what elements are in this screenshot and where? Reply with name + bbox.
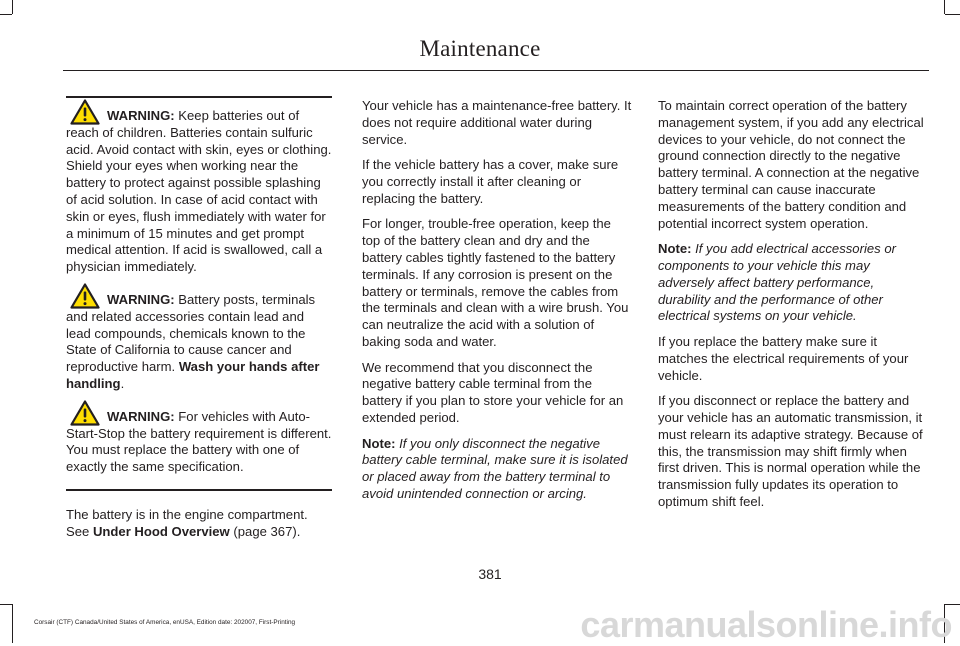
paragraph: We recommend that you disconnect the negative battery cable terminal from the battery if you plan to store your vehicle for an extended period. <box>362 359 624 425</box>
warning-triangle-icon <box>70 400 100 426</box>
crop-mark <box>12 604 13 643</box>
paragraph: If you disconnect or replace the battery and your vehicle has an automatic transmission, it must relearn its adaptive strategy. Because of this, the transmission may shift firmly when first driven. This is normal operation while the transmission fully updates its operation to optimum shift feel. <box>658 393 923 509</box>
page-title: Maintenance <box>419 36 541 61</box>
footer-edition-info: Corsair (CTF) Canada/United States of America, enUSA, Edition date: 202007, First-Printing <box>34 619 296 626</box>
battery-location-paragraph <box>66 507 332 541</box>
page-number: 381 <box>478 566 502 582</box>
paragraph: If the vehicle battery has a cover, make sure you correctly install it after cleaning or replacing the battery. <box>362 157 619 206</box>
crop-mark <box>0 604 12 605</box>
note-paragraph <box>362 436 632 503</box>
warning-block <box>66 108 332 276</box>
warning-text <box>66 108 332 276</box>
header-rule <box>63 70 929 71</box>
warnings-box <box>66 96 332 491</box>
paragraph: To maintain correct operation of the battery management system, if you add any electrical devices to your vehicle, do not connect the ground connection directly to the negative battery terminal. A connection at the negative battery terminal can cause inaccurate measurements of the battery condition and potential incorrect system operation. <box>658 98 924 231</box>
warning-block <box>66 292 332 393</box>
warning-triangle-icon <box>70 283 100 309</box>
warning-bold-tail: Wash your hands after handling <box>66 359 320 391</box>
warning-triangle-icon <box>70 99 100 125</box>
crop-mark <box>945 14 960 15</box>
page-reference: (page 367). <box>233 523 301 539</box>
crop-mark <box>944 0 945 14</box>
warning-label: WARNING: <box>107 108 175 123</box>
under-hood-overview-link[interactable]: Under Hood Overview <box>92 523 230 539</box>
note-paragraph <box>658 241 926 325</box>
note-label: Note: <box>362 435 396 451</box>
note-text: If you add electrical accessories or components to your vehicle this may adversely affect battery performance, durability and the performance of other electrical systems on your vehicle. <box>658 241 896 324</box>
warning-label: WARNING: <box>107 291 175 307</box>
note-label: Note: <box>658 241 692 257</box>
battery-location-text: The battery is in the engine compartment. See <box>66 506 308 539</box>
warning-text <box>66 409 332 476</box>
paragraph: If you replace the battery make sure it matches the electrical requirements of your vehicle. <box>658 333 909 383</box>
note-text: If you only disconnect the negative battery cable terminal, make sure it is isolated or placed away from the battery terminal to avoid unintended connection or arcing. <box>362 435 628 501</box>
crop-mark <box>0 14 12 15</box>
warning-text <box>66 292 332 393</box>
warning-body: Battery posts, terminals and related accessories contain lead and lead compounds, chemicals known to the State of California to cause cancer and reproductive harm. <box>66 291 316 375</box>
warning-body: For vehicles with Auto-Start-Stop the battery requirement is different. You must replace the battery with one of exactly the same specification. <box>66 408 332 475</box>
paragraph: Your vehicle has a maintenance-free battery. It does not require additional water during service. <box>362 98 632 147</box>
column-1 <box>66 96 332 549</box>
warning-tail: . <box>120 375 125 391</box>
warning-block <box>66 409 332 476</box>
watermark: carmanualsonline.info <box>580 604 952 645</box>
warning-body: Keep batteries out of reach of children. Batteries contain sulfuric acid. Avoid contact with skin, eyes or clothing. Shield your eyes when working near the battery to protect against possible splashing of acid solution. In case of acid contact with skin or eyes, flush immediately with water for a minimum of 15 minutes and get prompt medical attention. If acid is swallowed, call a physician immediately. <box>66 108 332 275</box>
column-2 <box>362 98 632 512</box>
paragraph: For longer, trouble-free operation, keep the top of the battery clean and dry and the battery cables tightly fastened to the battery terminals. If any corrosion is present on the battery or terminals, remove the cables from the terminals and clean with a wire brush. You can neutralize the acid with a solution of baking soda and water. <box>362 216 629 349</box>
crop-mark <box>12 0 13 14</box>
warning-label: WARNING: <box>107 408 175 424</box>
column-3 <box>658 98 926 520</box>
